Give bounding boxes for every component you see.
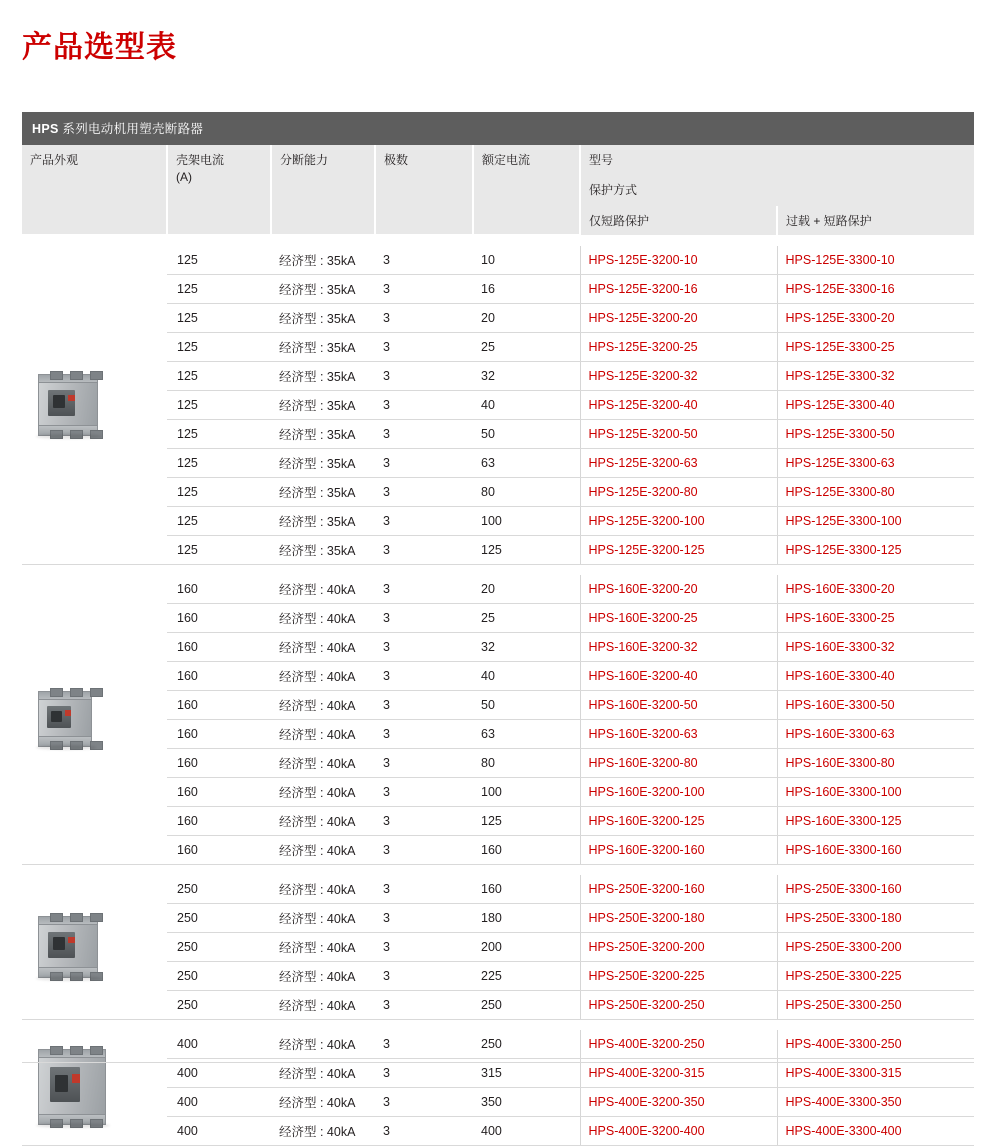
cell-poles: 3 <box>375 661 473 690</box>
breaker-terminal <box>50 913 63 922</box>
cell-model-short-circuit: HPS-250E-3200-225 <box>580 961 777 990</box>
cell-model-overload-short-circuit: HPS-400E-3300-315 <box>777 1058 974 1087</box>
cell-rated-current: 20 <box>473 303 580 332</box>
cell-breaking-capacity: 经济型 : 40kA <box>271 1087 375 1116</box>
cell-rated-current: 10 <box>473 246 580 275</box>
cell-breaking-capacity: 经济型 : 40kA <box>271 1058 375 1087</box>
cell-frame-current: 160 <box>167 575 271 604</box>
breaker-body <box>38 1057 106 1115</box>
series-code: HPS <box>32 122 59 136</box>
cell-model-overload-short-circuit: HPS-160E-3300-160 <box>777 835 974 864</box>
cell-model-overload-short-circuit: HPS-160E-3300-40 <box>777 661 974 690</box>
cell-model-short-circuit: HPS-250E-3200-160 <box>580 875 777 904</box>
breaker-illustration <box>34 916 106 978</box>
cell-model-overload-short-circuit: HPS-125E-3300-50 <box>777 419 974 448</box>
cell-rated-current: 25 <box>473 332 580 361</box>
header-rated-current: 额定电流 <box>473 145 580 235</box>
cell-model-short-circuit: HPS-160E-3200-25 <box>580 603 777 632</box>
header-protection-mode: 保护方式 <box>580 175 974 205</box>
cell-poles: 3 <box>375 332 473 361</box>
table-header-row <box>22 145 974 175</box>
header-poles: 极数 <box>375 145 473 235</box>
breaker-terminal <box>70 913 83 922</box>
breaker-body <box>38 924 98 968</box>
cell-model-overload-short-circuit: HPS-400E-3300-250 <box>777 1030 974 1059</box>
breaker-terminal <box>50 688 63 697</box>
breaker-terminal <box>90 1046 103 1055</box>
breaker-terminal <box>90 371 103 380</box>
cell-frame-current: 160 <box>167 748 271 777</box>
cell-model-overload-short-circuit: HPS-250E-3300-160 <box>777 875 974 904</box>
cell-rated-current: 100 <box>473 777 580 806</box>
cell-model-short-circuit: HPS-125E-3200-32 <box>580 361 777 390</box>
header-breaking-capacity: 分断能力 <box>271 145 375 235</box>
breaker-toggle-lever <box>53 395 65 408</box>
cell-rated-current: 125 <box>473 535 580 564</box>
cell-model-overload-short-circuit: HPS-160E-3300-80 <box>777 748 974 777</box>
cell-frame-current: 250 <box>167 990 271 1019</box>
cell-poles: 3 <box>375 575 473 604</box>
cell-frame-current: 250 <box>167 875 271 904</box>
cell-poles: 3 <box>375 361 473 390</box>
cell-breaking-capacity: 经济型 : 40kA <box>271 719 375 748</box>
cell-frame-current: 125 <box>167 303 271 332</box>
cell-model-short-circuit: HPS-160E-3200-100 <box>580 777 777 806</box>
mccb-160-photo <box>22 575 167 865</box>
breaker-illustration <box>34 691 100 747</box>
cell-model-short-circuit: HPS-125E-3200-10 <box>580 246 777 275</box>
cell-frame-current: 125 <box>167 361 271 390</box>
breaker-body <box>38 699 92 737</box>
cell-model-overload-short-circuit: HPS-125E-3300-80 <box>777 477 974 506</box>
mccb-125-photo <box>22 246 167 565</box>
breaker-terminal <box>70 371 83 380</box>
cell-model-short-circuit: HPS-160E-3200-63 <box>580 719 777 748</box>
cell-model-overload-short-circuit: HPS-160E-3300-100 <box>777 777 974 806</box>
cell-model-overload-short-circuit: HPS-160E-3300-125 <box>777 806 974 835</box>
cell-model-overload-short-circuit: HPS-125E-3300-10 <box>777 246 974 275</box>
cell-rated-current: 25 <box>473 603 580 632</box>
cell-frame-current: 125 <box>167 274 271 303</box>
cell-model-overload-short-circuit: HPS-160E-3300-25 <box>777 603 974 632</box>
breaker-shadow <box>36 745 96 750</box>
series-description: 系列电动机用塑壳断路器 <box>62 122 204 136</box>
cell-poles: 3 <box>375 535 473 564</box>
cell-poles: 3 <box>375 777 473 806</box>
group-spacer-cell <box>22 864 974 875</box>
cell-model-short-circuit: HPS-160E-3200-40 <box>580 661 777 690</box>
cell-breaking-capacity: 经济型 : 40kA <box>271 903 375 932</box>
cell-breaking-capacity: 经济型 : 35kA <box>271 361 375 390</box>
cell-rated-current: 200 <box>473 932 580 961</box>
cell-poles: 3 <box>375 903 473 932</box>
cell-model-short-circuit: HPS-125E-3200-25 <box>580 332 777 361</box>
group-spacer <box>22 1019 974 1030</box>
cell-rated-current: 20 <box>473 575 580 604</box>
cell-poles: 3 <box>375 932 473 961</box>
cell-frame-current: 160 <box>167 777 271 806</box>
breaker-body <box>38 382 98 426</box>
cell-breaking-capacity: 经济型 : 35kA <box>271 506 375 535</box>
cell-poles: 3 <box>375 246 473 275</box>
cell-model-short-circuit: HPS-400E-3200-400 <box>580 1116 777 1145</box>
cell-frame-current: 160 <box>167 806 271 835</box>
cell-rated-current: 315 <box>473 1058 580 1087</box>
cell-frame-current: 125 <box>167 390 271 419</box>
cell-model-overload-short-circuit: HPS-400E-3300-400 <box>777 1116 974 1145</box>
cell-breaking-capacity: 经济型 : 40kA <box>271 603 375 632</box>
cell-poles: 3 <box>375 419 473 448</box>
group-spacer <box>22 564 974 575</box>
cell-breaking-capacity: 经济型 : 40kA <box>271 690 375 719</box>
cell-frame-current: 125 <box>167 332 271 361</box>
cell-model-short-circuit: HPS-125E-3200-20 <box>580 303 777 332</box>
cell-poles: 3 <box>375 303 473 332</box>
cell-breaking-capacity: 经济型 : 35kA <box>271 332 375 361</box>
breaker-illustration <box>34 1049 114 1125</box>
breaker-trip-button <box>68 937 75 944</box>
cell-model-overload-short-circuit: HPS-125E-3300-63 <box>777 448 974 477</box>
cell-rated-current: 125 <box>473 806 580 835</box>
page-title: 产品选型表 <box>22 31 177 64</box>
cell-model-overload-short-circuit: HPS-400E-3300-350 <box>777 1087 974 1116</box>
cell-model-short-circuit: HPS-125E-3200-40 <box>580 390 777 419</box>
cell-rated-current: 40 <box>473 390 580 419</box>
cell-model-short-circuit: HPS-160E-3200-80 <box>580 748 777 777</box>
cell-rated-current: 250 <box>473 990 580 1019</box>
cell-model-short-circuit: HPS-160E-3200-160 <box>580 835 777 864</box>
header-frame-current-label: 壳架电流 <box>176 153 225 167</box>
cell-breaking-capacity: 经济型 : 35kA <box>271 448 375 477</box>
cell-frame-current: 250 <box>167 903 271 932</box>
cell-model-overload-short-circuit: HPS-250E-3300-225 <box>777 961 974 990</box>
breaker-terminal <box>70 1046 83 1055</box>
cell-rated-current: 50 <box>473 690 580 719</box>
cell-breaking-capacity: 经济型 : 40kA <box>271 661 375 690</box>
cell-model-overload-short-circuit: HPS-125E-3300-125 <box>777 535 974 564</box>
cell-breaking-capacity: 经济型 : 35kA <box>271 477 375 506</box>
cell-poles: 3 <box>375 961 473 990</box>
cell-model-overload-short-circuit: HPS-250E-3300-250 <box>777 990 974 1019</box>
cell-rated-current: 400 <box>473 1116 580 1145</box>
cell-rated-current: 250 <box>473 1030 580 1059</box>
cell-poles: 3 <box>375 1116 473 1145</box>
cell-breaking-capacity: 经济型 : 40kA <box>271 632 375 661</box>
cell-poles: 3 <box>375 274 473 303</box>
cell-frame-current: 160 <box>167 719 271 748</box>
cell-rated-current: 160 <box>473 835 580 864</box>
cell-breaking-capacity: 经济型 : 40kA <box>271 932 375 961</box>
cell-rated-current: 350 <box>473 1087 580 1116</box>
cell-rated-current: 50 <box>473 419 580 448</box>
header-overload-short-circuit: 过载 + 短路保护 <box>777 206 974 235</box>
cell-rated-current: 100 <box>473 506 580 535</box>
cell-model-overload-short-circuit: HPS-160E-3300-50 <box>777 690 974 719</box>
cell-breaking-capacity: 经济型 : 40kA <box>271 748 375 777</box>
cell-frame-current: 160 <box>167 835 271 864</box>
cell-model-short-circuit: HPS-250E-3200-180 <box>580 903 777 932</box>
cell-model-overload-short-circuit: HPS-125E-3300-32 <box>777 361 974 390</box>
cell-rated-current: 63 <box>473 448 580 477</box>
cell-rated-current: 225 <box>473 961 580 990</box>
cell-frame-current: 160 <box>167 690 271 719</box>
cell-model-overload-short-circuit: HPS-160E-3300-20 <box>777 575 974 604</box>
breaker-trip-button <box>68 395 75 402</box>
cell-poles: 3 <box>375 748 473 777</box>
breaker-terminal <box>70 688 83 697</box>
group-spacer <box>22 864 974 875</box>
cell-model-overload-short-circuit: HPS-160E-3300-32 <box>777 632 974 661</box>
breaker-shadow <box>36 434 102 439</box>
cell-frame-current: 160 <box>167 632 271 661</box>
cell-model-short-circuit: HPS-160E-3200-125 <box>580 806 777 835</box>
cell-model-overload-short-circuit: HPS-160E-3300-63 <box>777 719 974 748</box>
cell-frame-current: 160 <box>167 603 271 632</box>
cell-rated-current: 180 <box>473 903 580 932</box>
group-spacer <box>22 235 974 246</box>
cell-poles: 3 <box>375 875 473 904</box>
cell-model-short-circuit: HPS-160E-3200-50 <box>580 690 777 719</box>
cell-frame-current: 160 <box>167 661 271 690</box>
cell-frame-current: 250 <box>167 961 271 990</box>
cell-frame-current: 250 <box>167 932 271 961</box>
cell-poles: 3 <box>375 1087 473 1116</box>
breaker-toggle-lever <box>53 937 65 950</box>
cell-model-short-circuit: HPS-125E-3200-100 <box>580 506 777 535</box>
cell-model-overload-short-circuit: HPS-125E-3300-25 <box>777 332 974 361</box>
cell-model-overload-short-circuit: HPS-125E-3300-40 <box>777 390 974 419</box>
cell-poles: 3 <box>375 690 473 719</box>
cell-model-short-circuit: HPS-125E-3200-16 <box>580 274 777 303</box>
cell-breaking-capacity: 经济型 : 40kA <box>271 990 375 1019</box>
cell-rated-current: 40 <box>473 661 580 690</box>
cell-breaking-capacity: 经济型 : 40kA <box>271 1116 375 1145</box>
cell-frame-current: 125 <box>167 448 271 477</box>
cell-frame-current: 125 <box>167 419 271 448</box>
cell-rated-current: 32 <box>473 361 580 390</box>
cell-poles: 3 <box>375 806 473 835</box>
group-spacer-cell <box>22 235 974 246</box>
cell-model-short-circuit: HPS-250E-3200-200 <box>580 932 777 961</box>
breaker-trip-button <box>72 1074 80 1083</box>
cell-poles: 3 <box>375 632 473 661</box>
cell-frame-current: 400 <box>167 1058 271 1087</box>
cell-model-overload-short-circuit: HPS-250E-3300-200 <box>777 932 974 961</box>
cell-poles: 3 <box>375 603 473 632</box>
cell-model-short-circuit: HPS-125E-3200-125 <box>580 535 777 564</box>
cell-frame-current: 400 <box>167 1087 271 1116</box>
cell-frame-current: 400 <box>167 1116 271 1145</box>
cell-frame-current: 400 <box>167 1030 271 1059</box>
cell-rated-current: 32 <box>473 632 580 661</box>
breaker-trip-button <box>65 710 71 716</box>
cell-poles: 3 <box>375 448 473 477</box>
cell-frame-current: 125 <box>167 506 271 535</box>
breaker-terminal <box>90 688 103 697</box>
series-title-bar <box>22 112 974 145</box>
table-row <box>22 575 974 604</box>
cell-model-short-circuit: HPS-160E-3200-20 <box>580 575 777 604</box>
cell-poles: 3 <box>375 1058 473 1087</box>
group-spacer-cell <box>22 564 974 575</box>
cell-breaking-capacity: 经济型 : 40kA <box>271 1030 375 1059</box>
cell-frame-current: 125 <box>167 535 271 564</box>
cell-model-short-circuit: HPS-125E-3200-63 <box>580 448 777 477</box>
cell-poles: 3 <box>375 835 473 864</box>
cell-breaking-capacity: 经济型 : 35kA <box>271 246 375 275</box>
breaker-toggle-lever <box>55 1075 68 1092</box>
table-row <box>22 1030 974 1059</box>
breaker-shadow <box>36 976 102 981</box>
cell-frame-current: 125 <box>167 246 271 275</box>
cell-rated-current: 80 <box>473 477 580 506</box>
cell-breaking-capacity: 经济型 : 40kA <box>271 961 375 990</box>
cell-model-overload-short-circuit: HPS-125E-3300-100 <box>777 506 974 535</box>
header-frame-current-unit: (A) <box>176 170 192 185</box>
cell-model-short-circuit: HPS-250E-3200-250 <box>580 990 777 1019</box>
cell-poles: 3 <box>375 390 473 419</box>
breaker-terminal <box>50 1046 63 1055</box>
table-row <box>22 875 974 904</box>
cell-rated-current: 80 <box>473 748 580 777</box>
selection-table-body <box>22 145 974 1145</box>
cell-breaking-capacity: 经济型 : 40kA <box>271 875 375 904</box>
mccb-400-photo <box>22 1030 167 1146</box>
cell-poles: 3 <box>375 719 473 748</box>
cell-model-short-circuit: HPS-400E-3200-315 <box>580 1058 777 1087</box>
header-model: 型号 <box>580 145 974 175</box>
cell-breaking-capacity: 经济型 : 35kA <box>271 419 375 448</box>
cell-breaking-capacity: 经济型 : 35kA <box>271 274 375 303</box>
cell-breaking-capacity: 经济型 : 40kA <box>271 575 375 604</box>
cell-rated-current: 63 <box>473 719 580 748</box>
header-short-circuit-only: 仅短路保护 <box>580 206 777 235</box>
bottom-divider <box>22 1062 974 1063</box>
selection-table <box>22 145 974 1146</box>
cell-model-short-circuit: HPS-160E-3200-32 <box>580 632 777 661</box>
cell-model-short-circuit: HPS-400E-3200-350 <box>580 1087 777 1116</box>
cell-model-overload-short-circuit: HPS-250E-3300-180 <box>777 903 974 932</box>
cell-model-short-circuit: HPS-125E-3200-50 <box>580 419 777 448</box>
cell-rated-current: 160 <box>473 875 580 904</box>
cell-poles: 3 <box>375 990 473 1019</box>
cell-model-overload-short-circuit: HPS-125E-3300-16 <box>777 274 974 303</box>
cell-breaking-capacity: 经济型 : 40kA <box>271 777 375 806</box>
cell-poles: 3 <box>375 506 473 535</box>
breaker-illustration <box>34 374 106 436</box>
mccb-250-photo <box>22 875 167 1020</box>
cell-breaking-capacity: 经济型 : 40kA <box>271 835 375 864</box>
group-spacer-cell <box>22 1019 974 1030</box>
breaker-terminal <box>90 913 103 922</box>
cell-model-short-circuit: HPS-125E-3200-80 <box>580 477 777 506</box>
cell-model-short-circuit: HPS-400E-3200-250 <box>580 1030 777 1059</box>
cell-poles: 3 <box>375 477 473 506</box>
cell-model-overload-short-circuit: HPS-125E-3300-20 <box>777 303 974 332</box>
cell-breaking-capacity: 经济型 : 35kA <box>271 390 375 419</box>
breaker-terminal <box>50 371 63 380</box>
table-row <box>22 246 974 275</box>
cell-rated-current: 16 <box>473 274 580 303</box>
cell-breaking-capacity: 经济型 : 35kA <box>271 303 375 332</box>
breaker-toggle-lever <box>51 711 61 722</box>
cell-poles: 3 <box>375 1030 473 1059</box>
cell-breaking-capacity: 经济型 : 35kA <box>271 535 375 564</box>
cell-breaking-capacity: 经济型 : 40kA <box>271 806 375 835</box>
cell-frame-current: 125 <box>167 477 271 506</box>
header-frame-current <box>167 145 271 235</box>
header-appearance: 产品外观 <box>22 145 167 235</box>
selection-table-wrapper <box>22 112 974 1146</box>
